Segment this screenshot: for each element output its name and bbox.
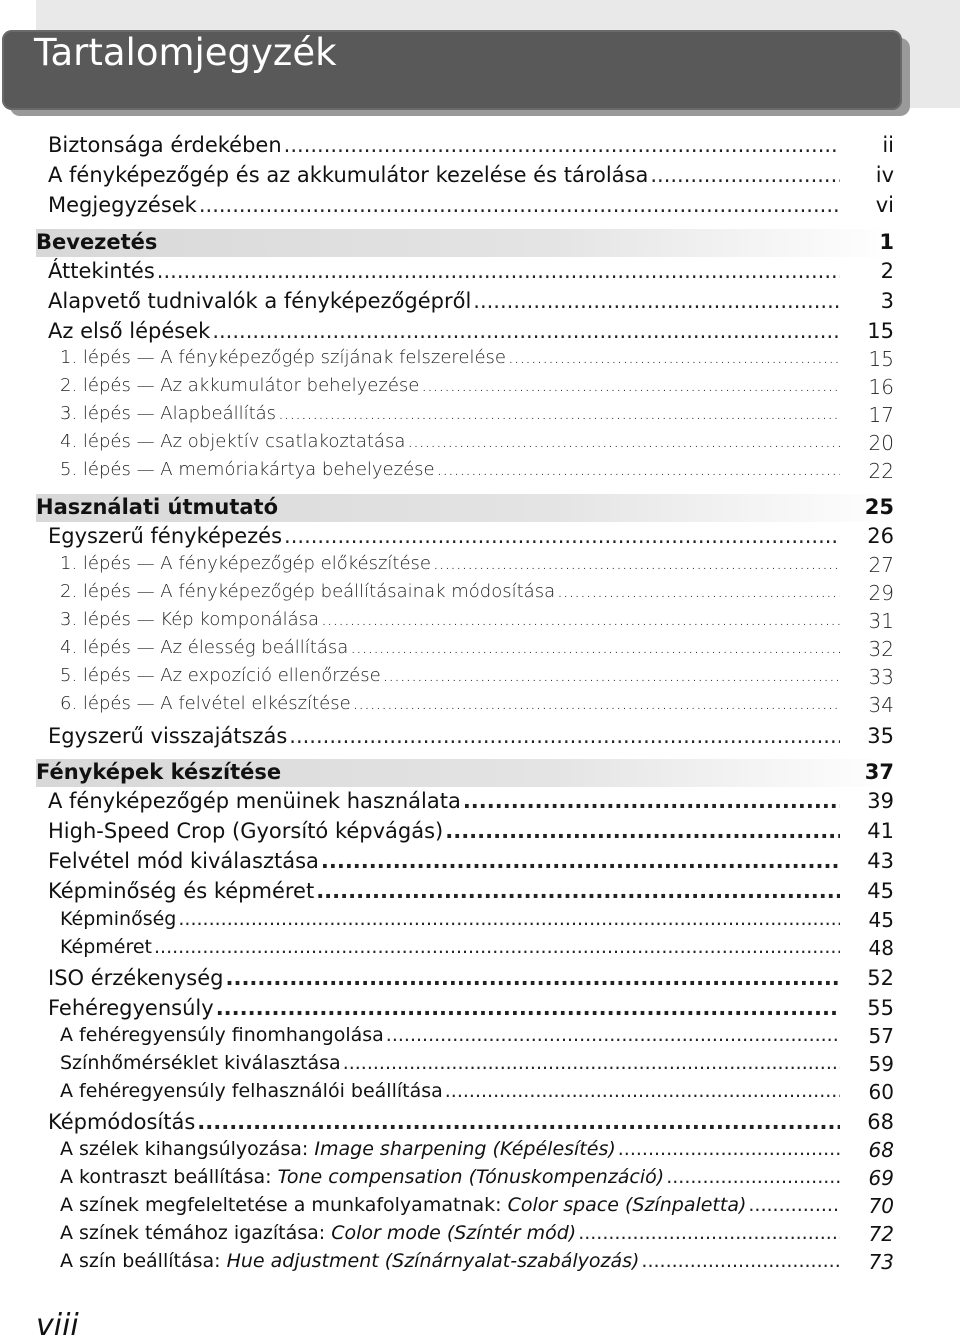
toc-entry[interactable]	[48, 259, 894, 287]
toc-entry-label-italic: Hue adjustment (Színárnyalat-szabályozás)	[226, 1250, 640, 1272]
page-number: viii	[36, 1308, 79, 1343]
leader-dots	[226, 966, 841, 990]
leader-dots	[154, 936, 840, 958]
toc-entry-page: 45	[868, 908, 894, 932]
toc-entry-label: A fényképezőgép és az akkumulátor kezelése és tárolása	[48, 163, 649, 187]
leader-dots	[386, 1024, 840, 1046]
toc-entry-page: iv	[875, 163, 894, 187]
toc-entry-label: Egyszerű visszajátszás	[48, 724, 288, 748]
toc-entry-label: High-Speed Crop (Gyorsító képvágás)	[48, 819, 444, 843]
toc-entry-step[interactable]	[60, 581, 894, 609]
toc-entry[interactable]	[48, 1110, 894, 1138]
toc-entry-page: 52	[867, 966, 894, 990]
leader-dots	[284, 133, 840, 157]
leader-dots	[321, 849, 840, 873]
toc-entry-sub[interactable]	[60, 1052, 894, 1080]
toc-entry-label: Alapvető tudnivalók a fényképezőgépről	[48, 289, 472, 313]
toc-entry-label: Színhőmérséklet kiválasztása	[60, 1052, 341, 1074]
toc-entry-label: 5. lépés — A memóriakártya behelyezése	[60, 459, 435, 480]
toc-entry-label: Képminőség	[60, 908, 177, 930]
leader-dots	[473, 289, 840, 313]
toc-entry-label: 1. lépés — A fényképezőgép szíjának felszerelése	[60, 347, 507, 368]
leader-dots	[284, 524, 840, 548]
toc-entry-page: 59	[868, 1052, 894, 1076]
toc-entry[interactable]	[48, 524, 894, 552]
leader-dots	[321, 609, 840, 630]
section-title: Bevezetés	[36, 230, 158, 254]
toc-entry-label: Képminőség és képméret	[48, 879, 315, 903]
toc-entry[interactable]	[48, 996, 894, 1024]
toc-entry-page: 33	[868, 665, 894, 689]
toc-entry[interactable]	[48, 193, 894, 221]
toc-entry-step[interactable]	[60, 609, 894, 637]
toc-entry-sub[interactable]	[60, 936, 894, 964]
toc-entry-page: 34	[868, 693, 894, 717]
toc-entry-page: ii	[882, 133, 894, 157]
toc-entry-step[interactable]	[60, 553, 894, 581]
toc-entry-label-italic: Color mode (Színtér mód)	[331, 1222, 577, 1244]
toc-entry-sub[interactable]	[60, 1194, 894, 1222]
section-header-fenykepek-keszitese[interactable]	[36, 759, 896, 787]
toc-entry-page: 68	[868, 1138, 894, 1162]
section-title: Használati útmutató	[36, 495, 279, 519]
toc-entry-sub[interactable]	[60, 1166, 894, 1194]
toc-entry-page: 48	[868, 936, 894, 960]
toc-entry-page: 73	[868, 1250, 894, 1274]
toc-entry-label: Képmódosítás	[48, 1110, 196, 1134]
leader-dots	[353, 693, 840, 714]
leader-dots	[199, 193, 840, 217]
toc-entry-page: 15	[868, 347, 894, 371]
leader-dots	[618, 1138, 840, 1160]
toc-entry[interactable]	[48, 966, 894, 994]
toc-entry-page: 16	[868, 375, 894, 399]
leader-dots	[578, 1222, 840, 1244]
toc-entry-label: 3. lépés — Kép komponálása	[60, 609, 320, 630]
toc-entry-page: 32	[868, 637, 894, 661]
toc-entry-label: Egyszerű fényképezés	[48, 524, 283, 548]
toc-entry-label: Képméret	[60, 936, 152, 958]
leader-dots	[216, 996, 840, 1020]
leader-dots	[748, 1194, 840, 1216]
toc-entry-page: 68	[867, 1110, 894, 1134]
toc-entry-label: Megjegyzések	[48, 193, 197, 217]
toc-entry-page: 60	[868, 1080, 894, 1104]
section-page: 37	[864, 760, 894, 784]
toc-entry-label: Fehéregyensúly	[48, 996, 214, 1020]
toc-entry-page: 15	[867, 319, 894, 343]
toc-entry-page: 22	[868, 459, 894, 483]
toc-entry[interactable]	[48, 163, 894, 191]
page-title: Tartalomjegyzék	[34, 31, 337, 74]
toc-entry-label: 4. lépés — Az élesség beállítása	[60, 637, 349, 658]
leader-dots	[650, 163, 840, 187]
toc-entry-page: 45	[867, 879, 894, 903]
toc-entry-step[interactable]	[60, 665, 894, 693]
toc-entry-label: 6. lépés — A felvétel elkészítése	[60, 693, 351, 714]
leader-dots	[316, 879, 840, 903]
toc-entry-page: 20	[868, 431, 894, 455]
leader-dots	[557, 581, 840, 602]
toc-entry-sub[interactable]	[60, 1138, 894, 1166]
toc-entry-step[interactable]	[60, 431, 894, 459]
toc-entry-label-italic: Color space (Színpaletta)	[507, 1194, 747, 1216]
leader-dots	[383, 665, 840, 686]
leader-dots	[421, 375, 840, 396]
toc-entry-step[interactable]	[60, 403, 894, 431]
toc-entry-label: A színek témához igazítása:	[60, 1222, 332, 1244]
toc-entry-label: 2. lépés — A fényképezőgép beállításainak módosítása	[60, 581, 556, 602]
toc-entry-label: Az első lépések	[48, 319, 211, 343]
section-title: Fényképek készítése	[36, 760, 282, 784]
toc-entry-page: 3	[880, 289, 894, 313]
toc-entry-page: 41	[867, 819, 894, 843]
toc-entry-page: 17	[868, 403, 894, 427]
toc-entry-label: A szélek kihangsúlyozása:	[60, 1138, 315, 1160]
leader-dots	[178, 908, 840, 930]
leader-dots	[407, 431, 840, 452]
toc-entry-label: ISO érzékenység	[48, 966, 224, 990]
toc-entry-sub[interactable]	[60, 1250, 894, 1278]
leader-dots	[350, 637, 840, 658]
toc-entry-label: 3. lépés — Alapbeállítás	[60, 403, 277, 424]
toc-entry[interactable]	[48, 879, 894, 907]
leader-dots	[157, 259, 840, 283]
toc-entry-page: 39	[867, 789, 894, 813]
toc-entry-step[interactable]	[60, 375, 894, 403]
section-header-hasznalati-utmutato[interactable]	[36, 494, 896, 522]
toc-entry[interactable]	[48, 133, 894, 161]
leader-dots	[289, 724, 840, 748]
toc-entry-label: Felvétel mód kiválasztása	[48, 849, 319, 873]
toc-entry-page: 27	[868, 553, 894, 577]
toc-entry-sub[interactable]	[60, 908, 894, 936]
toc-entry-label: 2. lépés — Az akkumulátor behelyezése	[60, 375, 420, 396]
toc-entry[interactable]	[48, 849, 894, 877]
toc-entry-label: A színek megfeleltetése a munkafolyamatnak:	[60, 1194, 508, 1216]
toc-entry-page: 70	[868, 1194, 894, 1218]
leader-dots	[343, 1052, 840, 1074]
toc-entry[interactable]	[48, 789, 894, 817]
toc-entry-sub[interactable]	[60, 1080, 894, 1108]
toc-entry-sub[interactable]	[60, 1024, 894, 1052]
leader-dots	[437, 459, 840, 480]
toc-entry-page: 69	[868, 1166, 894, 1190]
toc-entry-step[interactable]	[60, 693, 894, 721]
toc-entry-page: 26	[867, 524, 894, 548]
section-header-bevezetes[interactable]	[36, 229, 896, 257]
toc-entry-step[interactable]	[60, 459, 894, 487]
leader-dots	[641, 1250, 840, 1272]
toc-entry-label-italic: Tone compensation (Tónuskompenzáció)	[277, 1166, 665, 1188]
toc-entry-page: 57	[868, 1024, 894, 1048]
toc-entry-step[interactable]	[60, 637, 894, 665]
section-page: 1	[879, 230, 894, 254]
leader-dots	[278, 403, 840, 424]
leader-dots	[445, 819, 840, 843]
toc-entry-label: 4. lépés — Az objektív csatlakoztatása	[60, 431, 406, 452]
toc-entry-page: 55	[867, 996, 894, 1020]
toc-entry[interactable]	[48, 724, 894, 752]
toc-entry-page: 35	[867, 724, 894, 748]
toc-entry-label: Áttekintés	[48, 259, 155, 283]
toc-entry-sub[interactable]	[60, 1222, 894, 1250]
toc-entry-page: 31	[868, 609, 894, 633]
toc-entry-page: 2	[880, 259, 894, 283]
section-page: 25	[864, 495, 894, 519]
toc-entry-label: A kontraszt beállítása:	[60, 1166, 278, 1188]
toc-entry-label: A fehéregyensúly finomhangolása	[60, 1024, 384, 1046]
toc-entry-label: A fehéregyensúly felhasználói beállítása	[60, 1080, 443, 1102]
toc-entry-page: vi	[875, 193, 894, 217]
leader-dots	[508, 347, 840, 368]
toc-entry-page: 43	[867, 849, 894, 873]
toc-entry-step[interactable]	[60, 347, 894, 375]
toc-entry[interactable]	[48, 289, 894, 317]
toc-entry-label: Biztonsága érdekében	[48, 133, 282, 157]
leader-dots	[666, 1166, 840, 1188]
toc-entry-page: 29	[868, 581, 894, 605]
toc-entry[interactable]	[48, 819, 894, 847]
toc-entry-label: A fényképezőgép menüinek használata	[48, 789, 461, 813]
toc-entry-label: A szín beállítása:	[60, 1250, 227, 1272]
leader-dots	[197, 1110, 840, 1134]
toc-entry-label: 5. lépés — Az expozíció ellenőrzése	[60, 665, 381, 686]
leader-dots	[433, 553, 840, 574]
leader-dots	[445, 1080, 840, 1102]
toc-entry-label: 1. lépés — A fényképezőgép előkészítése	[60, 553, 431, 574]
toc-entry-page: 72	[868, 1222, 894, 1246]
toc-entry[interactable]	[48, 319, 894, 347]
leader-dots	[212, 319, 840, 343]
toc-entry-label-italic: Image sharpening (Képélesítés)	[314, 1138, 616, 1160]
leader-dots	[463, 789, 840, 813]
